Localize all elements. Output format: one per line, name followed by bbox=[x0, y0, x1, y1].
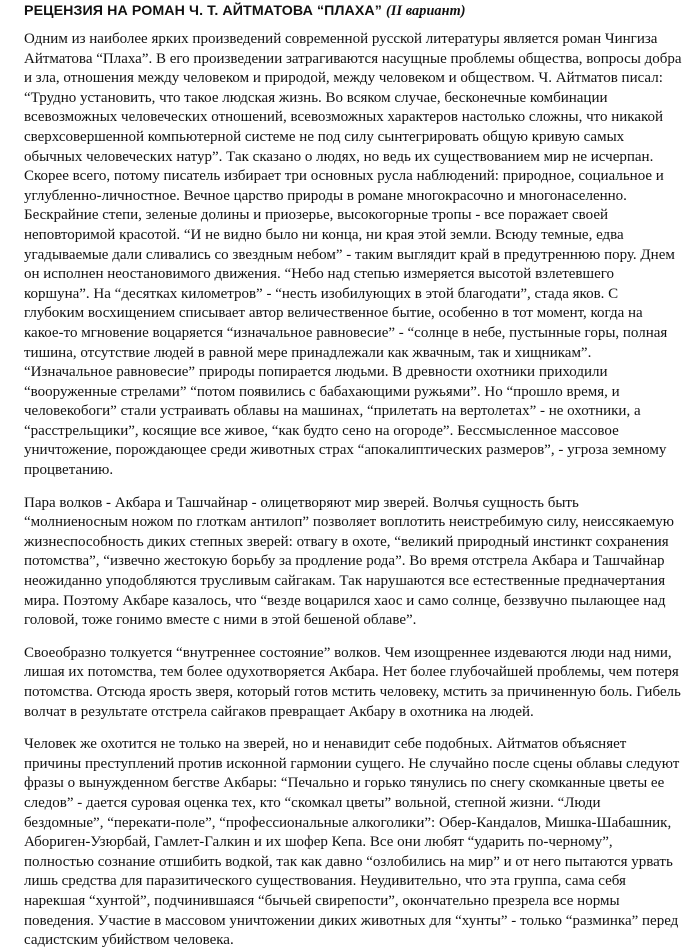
document-title bbox=[24, 2, 682, 20]
paragraph-2: Пара волков - Акбара и Ташчайнар - олицетворяют мир зверей. Волчья сущность быть “молниеносным ножом по глоткам антилоп” позволяет воплотить неистребимую силу, неиссякаемую жизнеспособность диких степных зверей: отвагу в охоте, “великий природный инстинкт сохранения потомства”, “извечно жестокую борьбу за продление рода”. Во время отстрела Акбара и Ташчайнар неожиданно уподобляются трусливым сайгакам. Так нарушаются все естественные предначертания мира. Поэтому Акбаре казалось, что “везде воцарился хаос и само солнце, беззвучно пылающее над головой, тоже гонимо вместе с ними в этой бешеной облаве”. bbox=[24, 494, 674, 629]
paragraph-4: Человек же охотится не только на зверей, но и ненавидит себе подобных. Айтматов объясняет причины преступлений против исконной гармонии сущего. Не случайно после сцены облавы следуют фразы о вынужденном бегстве Акбары: “Печально и горько тянулись по снегу скомканные цветы ее следов” - дается суровая оценка тех, кто “скомкал цветы” вольной, степной жизни. “Люди бездомные”, “перекати-поле”, “профессиональные алкоголики”: Обер-Кандалов, Мишка-Шабашник, Абориген-Узюрбай, Гамлет-Галкин и их шофер Кепа. Все они любят “ударить по-черному”, полностью сознание отшибить водкой, так как давно “озлобились на мир” и от него пытаются урвать лишь средства для паразитического существования. Неудивительно, что эта группа, сама себя нарекшая “хунтой”, подчинившаяся “бычьей свирепости”, окончательно презрела все нормы поведения. Участие в массовом уничтожении диких животных для “хунты” - только “разминка” перед садистским убийством человека. bbox=[24, 736, 680, 949]
paragraph-3: Своеобразно толкуется “внутреннее состояние” волков. Чем изощреннее издеваются люди над ними, лишая их потомства, тем более одухотворяется Акбара. Нет более глубочайшей проблемы, чем потеря потомства. Отсюда ярость зверя, который готов мстить человеку, мстить за причиненную боль. Гибель волчат в результате отстрела сайгаков превращает Акбару в охотника на людей. bbox=[24, 644, 681, 720]
title-variant: (II вариант) bbox=[386, 3, 466, 19]
title-main: РЕЦЕНЗИЯ НА РОМАН Ч. Т. АЙТМАТОВА “ПЛАХА” bbox=[24, 3, 386, 19]
paragraph-1: Одним из наиболее ярких произведений современной русской литературы является роман Чингиза Айтматова “Плаха”. В его произведении затрагиваются насущные проблемы общества, вопросы добра и зла, отношения между человеком и природой, между человеком и обществом. Ч. Айтматов писал: “Трудно установить, что такое людская жизнь. Во всяком случае, бесконечные комбинации всевозможных человеческих отношений, всевозможных характеров настолько сложны, что никакой сверхсовершенной компьютерной системе не под силу сынтегрировать общую кривую самых обычных человеческих натур”. Так сказано о людях, но ведь их существованием мир не исчерпан. Скорее всего, потому писатель избирает три основных русла наблюдений: природное, социальное и углубленно-личностное. Вечное царство природы в романе многокрасочно и многонаселенно. Бескрайние степи, зеленые долины и приозерье, высокогорные тропы - все поражает своей неповторимой красотой. “И не видно было ни конца, ни края этой земли. Всюду темные, едва угадываемые дали сливались со звездным небом” - таким выглядит край в предутреннюю пору. Днем он исполнен неостановимого движения. “Небо над степью измеряется высотой взлетевшего коршуна”. На “десятках километров” - “несть изобилующих в этой благодати”, стада яков. С глубоким восхищением списывает автор величественное бытие, особенно в тот момент, когда на какое-то мгновение воцаряется “изначальное равновесие” - “солнце в небе, пустынные горы, полная тишина, отсутствие людей в равной мере принадлежали как жвачным, так и хищникам”. “Изначальное равновесие” природы попирается людьми. В древности охотники приходили “вооруженные стрелами” “потом появились с бабахающими ружьями”. Но “прошло время, и человекобоги” стали устраивать облавы на машинах, “прилетать на вертолетах” - не охотники, а “расстрельщики”, косящие все живое, “как будто сено на огороде”. Бессмысленное массовое уничтожение, порождающее среди животных страх “апокалиптических размеров”, - угроза земному процветанию. bbox=[24, 31, 682, 479]
